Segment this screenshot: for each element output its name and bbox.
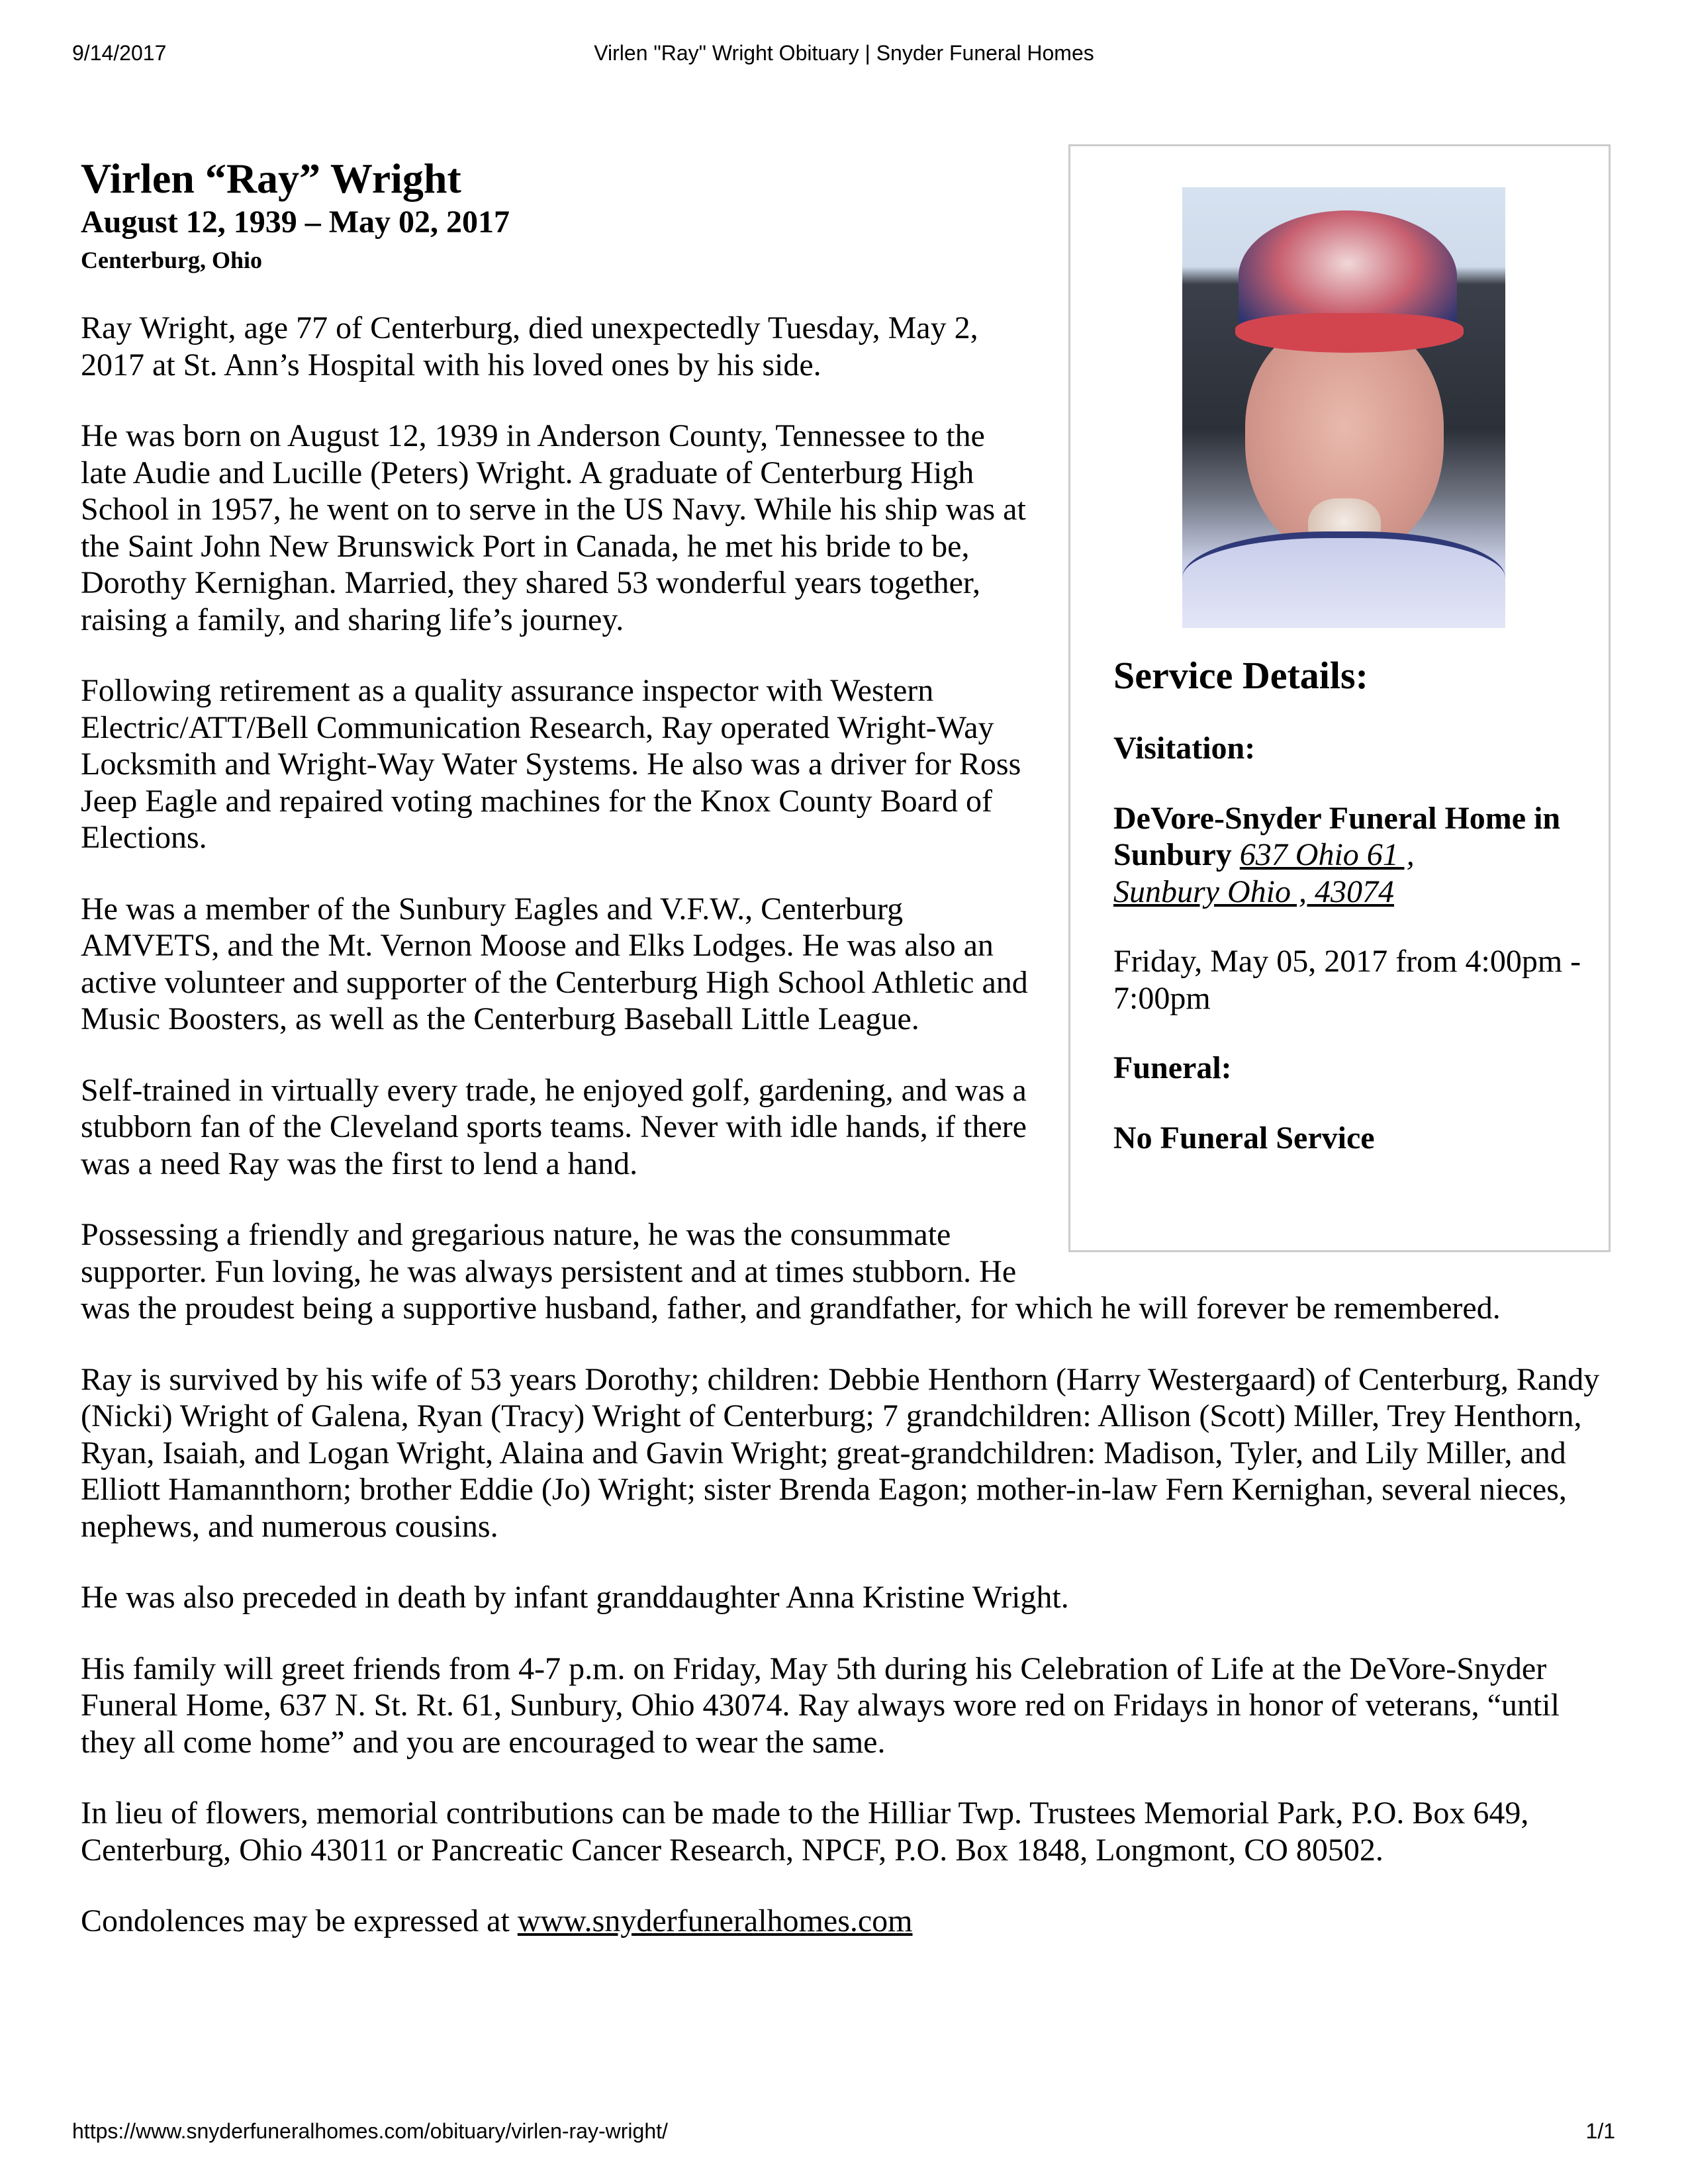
obituary-paragraph: He was a member of the Sunbury Eagles and V.F.W., Centerburg AMVETS, and the Mt. Vernon Moose and Elks Lodges. He was also an active volunteer and supporter of the Centerburg High School Athletic and Music Boosters, as well as the Centerburg Baseball Little League.: [81, 891, 1028, 1036]
portrait-photo: [1182, 187, 1505, 628]
obituary-paragraph: Ray Wright, age 77 of Centerburg, died unexpectedly Tuesday, May 2, 2017 at St. Ann’s Hospital with his loved ones by his side.: [81, 310, 978, 383]
print-footer: [0, 2118, 1688, 2144]
visitation-venue: [1113, 800, 1582, 911]
condolence-line: [81, 1903, 1611, 1940]
funeral-label: Funeral:: [1113, 1050, 1232, 1085]
venue-address-link[interactable]: 637 Ohio 61 , Sunbury Ohio , 43074: [1113, 837, 1415, 909]
obituary-page: [81, 144, 1611, 1974]
print-page-count: 1/1: [1585, 2119, 1615, 2143]
print-date: 9/14/2017: [72, 41, 167, 65]
visitation-time: Friday, May 05, 2017 from 4:00pm - 7:00pm: [1113, 944, 1581, 1016]
obituary-paragraph: He was also preceded in death by infant granddaughter Anna Kristine Wright.: [81, 1580, 1069, 1615]
photo-shirt: [1182, 531, 1505, 628]
obituary-paragraph: Self-trained in virtually every trade, he enjoyed golf, gardening, and was a stubborn fan of the Cleveland sports teams. Never with idle hands, if there was a need Ray was the first to lend a hand.: [81, 1072, 1027, 1181]
service-details-heading: Service Details:: [1113, 654, 1368, 697]
obituary-name: Virlen “Ray” Wright: [81, 155, 461, 202]
condolence-text: Condolences may be expressed at: [81, 1903, 518, 1938]
funeral-text: No Funeral Service: [1113, 1120, 1375, 1156]
condolence-link[interactable]: www.snyderfuneralhomes.com: [517, 1903, 913, 1938]
obituary-location: Centerburg, Ohio: [81, 247, 262, 273]
obituary-paragraph: In lieu of flowers, memorial contributions can be made to the Hilliar Twp. Trustees Memorial Park, P.O. Box 649, Centerburg, Ohio 43011 or Pancreatic Cancer Research, NPCF, P.O. Box 1848, Longmont, CO 80502.: [81, 1796, 1529, 1868]
visitation-label: Visitation:: [1113, 731, 1256, 766]
print-header: [0, 40, 1688, 66]
venue-name: DeVore-Snyder Funeral Home in Sunbury: [1113, 800, 1561, 872]
obituary-paragraph: Ray is survived by his wife of 53 years Dorothy; children: Debbie Henthorn (Harry Westergaard) of Centerburg, Randy (Nicki) Wright of Galena, Ryan (Tracy) Wright of Centerburg; 7 grandchildren: Allison (Scott) Miller, Trey Henthorn, Ryan, Isaiah, and Logan Wright, Alaina and Gavin Wright; great-grandchildren: Madison, Tyler, and Lily Miller, and Elliott Hamannthorn; brother Eddie (Jo) Wright; sister Brenda Eagon; mother-in-law Fern Kernighan, several nieces, nephews, and numerous cousins.: [81, 1361, 1600, 1544]
obituary-paragraph: His family will greet friends from 4-7 p.m. on Friday, May 5th during his Celebration of Life at the DeVore-Snyder Funeral Home, 637 N. St. Rt. 61, Sunbury, Ohio 43074. Ray always wore red on Fridays in honor of veterans, “until they all come home” and you are encouraged to wear the same.: [81, 1651, 1560, 1760]
obituary-dates: August 12, 1939 – May 02, 2017: [81, 205, 510, 240]
obituary-paragraph: He was born on August 12, 1939 in Anderson County, Tennessee to the late Audie and Lucille (Peters) Wright. A graduate of Centerburg High School in 1957, he went on to serve in the US Navy. While his ship was at the Saint John New Brunswick Port in Canada, he met his bride to be, Dorothy Kernighan. Married, they shared 53 wonderful years together, raising a family, and sharing life’s journey.: [81, 418, 1026, 637]
photo-cap-brim: [1235, 313, 1464, 353]
service-details-box: [1068, 144, 1611, 1252]
obituary-paragraph: Following retirement as a quality assurance inspector with Western Electric/ATT/Bell Communication Research, Ray operated Wright-Way Locksmith and Wright-Way Water Systems. He also was a driver for Ross Jeep Eagle and repaired voting machines for the Knox County Board of Elections.: [81, 673, 1021, 855]
obituary-paragraph: Possessing a friendly and gregarious nature, he was the consummate supporter. Fun loving, he was always persistent and at times stubborn. He was the proudest being a supportive husband, father, and grandfather, for which he will forever be remembered.: [81, 1217, 1501, 1326]
print-page-title: Virlen "Ray" Wright Obituary | Snyder Funeral Homes: [594, 41, 1094, 65]
print-url: https://www.snyderfuneralhomes.com/obituary/virlen-ray-wright/: [72, 2119, 668, 2143]
